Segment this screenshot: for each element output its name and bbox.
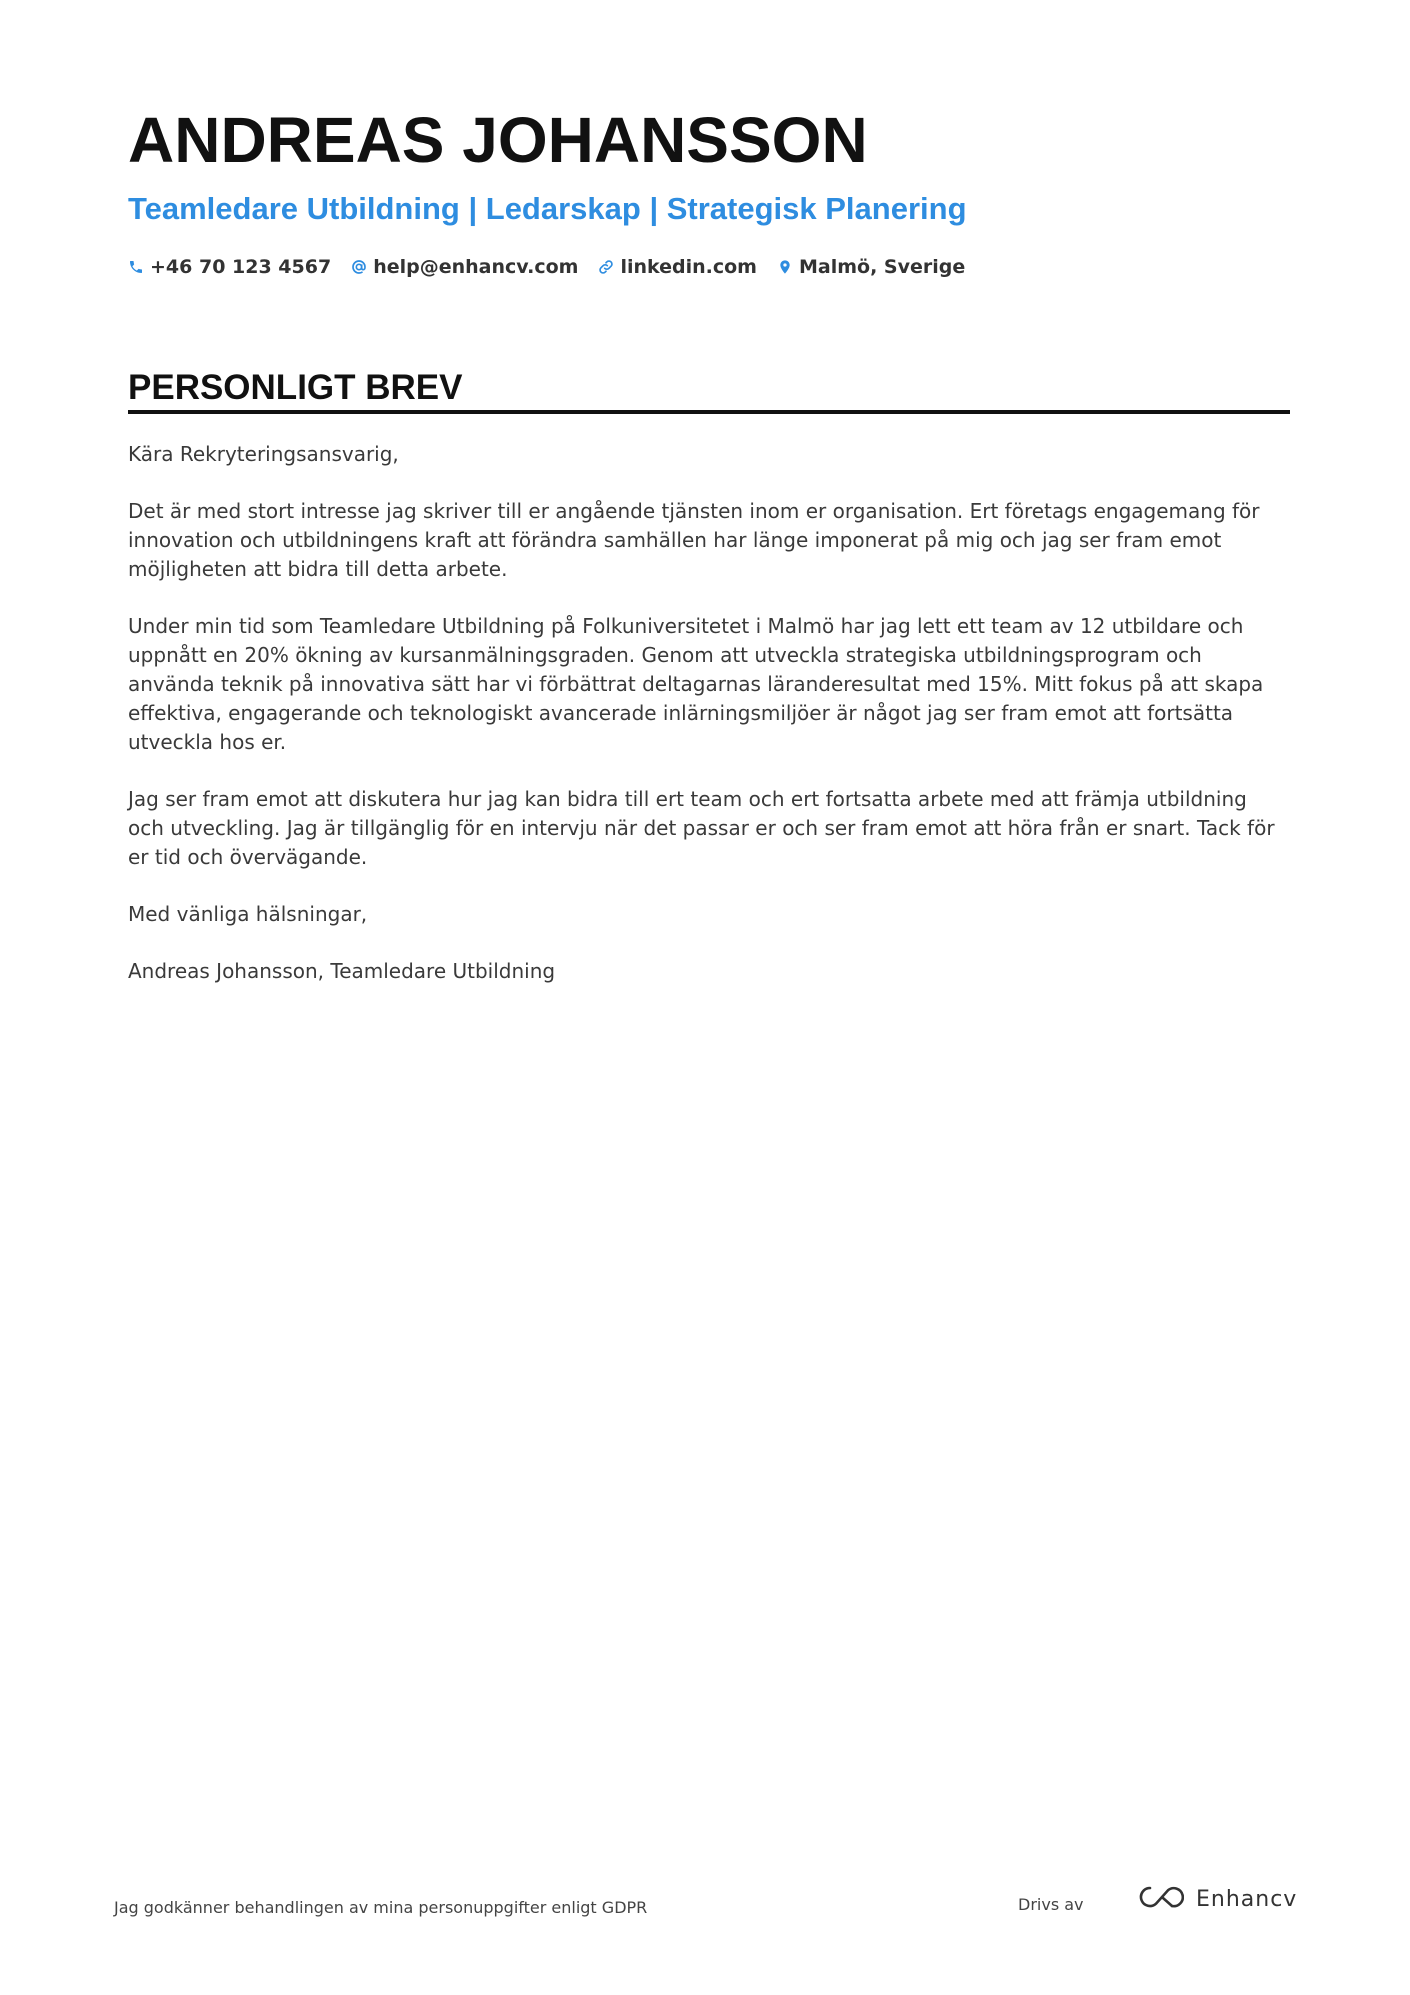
link-icon [598,259,614,275]
candidate-headline: Teamledare Utbildning | Ledarskap | Strategisk Planering [128,191,967,226]
contact-phone[interactable] [128,256,331,278]
letter-paragraph: Under min tid som Teamledare Utbildning på Folkuniversitetet i Malmö har jag lett ett team av 12 utbildare och uppnått en 20% ökning av kursanmälningsgraden. Genom att utveckla strategiska utbildningsprogram och använda teknik på innovativa sätt har vi förbättrat deltagarnas läranderesultat med 15%. Mitt fokus på att skapa effektiva, engagerande och teknologiskt avancerade inlärningsmiljöer är något jag ser fram emot att fortsätta utveckla hos er. [128,614,1264,754]
at-icon [351,259,367,275]
contact-bar [128,256,965,278]
letter-greeting: Kära Rekryteringsansvarig, [128,442,399,466]
letter-signature: Andreas Johansson, Teamledare Utbildning [128,959,556,983]
letter-closing: Med vänliga hälsningar, [128,902,368,926]
gdpr-consent: Jag godkänner behandlingen av mina personuppgifter enligt GDPR [114,1898,648,1917]
brand-name: Enhancv [1196,1886,1298,1912]
letter-paragraph: Jag ser fram emot att diskutera hur jag kan bidra till ert team och ert fortsatta arbete med att främja utbildning och utveckling. Jag är tillgänglig för en intervju när det passar er och ser fram emot att höra från er snart. Tack för er tid och övervägande. [128,787,1275,869]
letter-paragraph: Det är med stort intresse jag skriver till er angående tjänsten inom er organisation. Ert företags engagemang för innovation och utbildningens kraft att förändra samhällen har länge imponerat på mig och jag ser fram emot möjligheten att bidra till detta arbete. [128,499,1260,581]
letter-body [128,440,1288,1014]
candidate-name: ANDREAS JOHANSSON [128,104,868,176]
email-text: help@enhancv.com [373,256,579,278]
enhancv-logo-icon [1138,1884,1184,1914]
contact-location [777,256,965,278]
location-pin-icon [777,258,793,276]
section-divider [128,410,1290,414]
phone-icon [128,259,144,275]
phone-text: +46 70 123 4567 [150,256,332,278]
contact-link[interactable] [598,256,757,278]
enhancv-brand[interactable] [1138,1884,1297,1914]
link-text: linkedin.com [620,256,757,278]
contact-email[interactable] [351,256,578,278]
powered-by-label: Drivs av [1018,1895,1084,1914]
section-title: PERSONLIGT BREV [128,368,463,407]
location-text: Malmö, Sverige [798,256,966,278]
